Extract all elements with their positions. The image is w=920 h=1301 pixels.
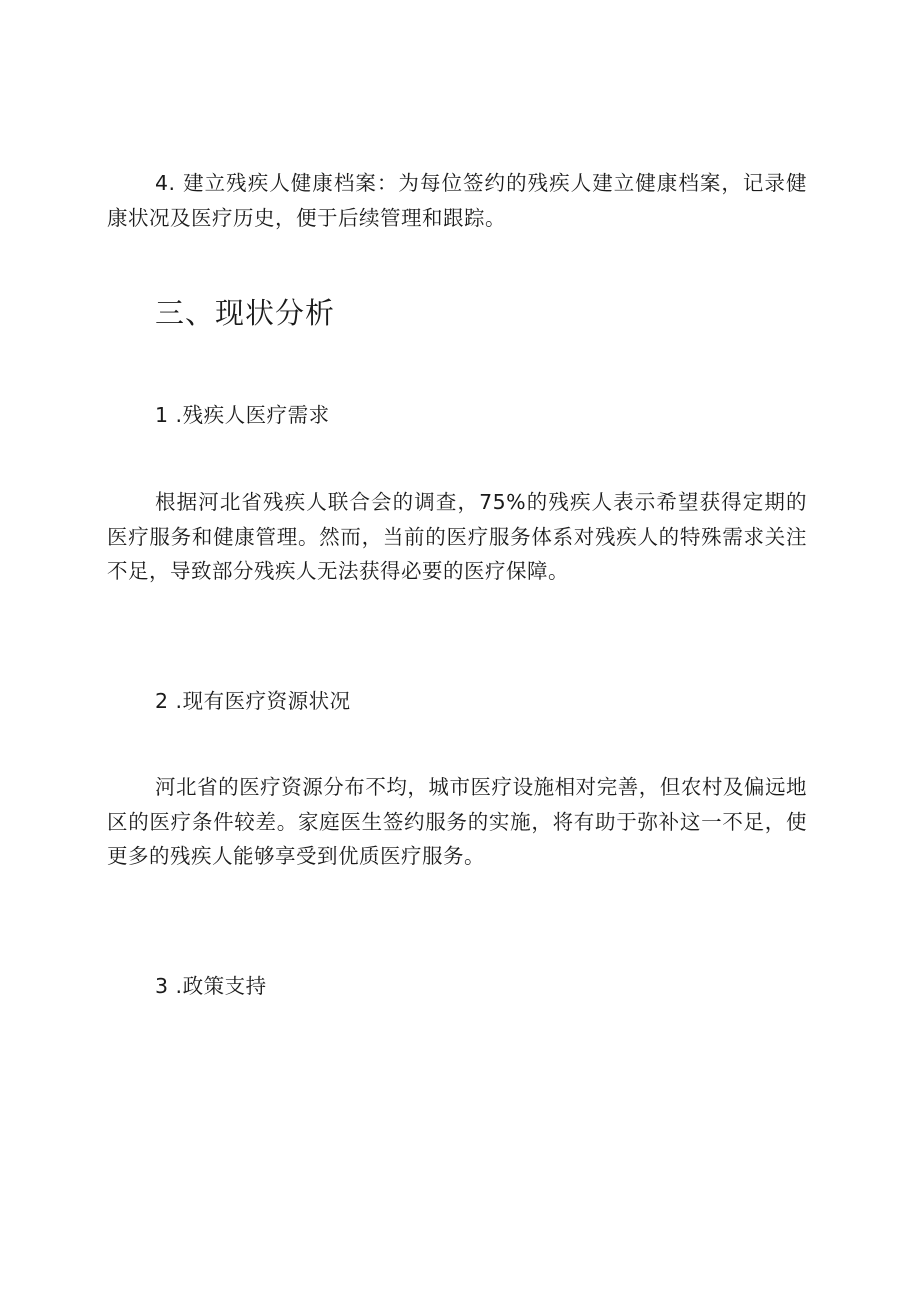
subsection-heading-1: 1 .残疾人医疗需求 xyxy=(155,403,330,427)
subsection-body-1: 根据河北省残疾人联合会的调查，75%的残疾人表示希望获得定期的医疗服务和健康管理。然而，当前的医疗服务体系对残疾人的特殊需求关注不足，导致部分残疾人无法获得必要的医疗保障。 xyxy=(107,490,807,583)
list-item-4-paragraph: 4. 建立残疾人健康档案：为每位签约的残疾人建立健康档案，记录健康状况及医疗历史，便于后续管理和跟踪。 xyxy=(107,171,807,230)
subsection-heading-2: 2 .现有医疗资源状况 xyxy=(155,689,351,713)
section-title: 三、现状分析 xyxy=(155,296,336,330)
subsection-body-2: 河北省的医疗资源分布不均，城市医疗设施相对完善，但农村及偏远地区的医疗条件较差。家庭医生签约服务的实施，将有助于弥补这一不足，使更多的残疾人能够享受到优质医疗服务。 xyxy=(107,775,807,868)
subsection-heading-3: 3 .政策支持 xyxy=(155,974,267,998)
